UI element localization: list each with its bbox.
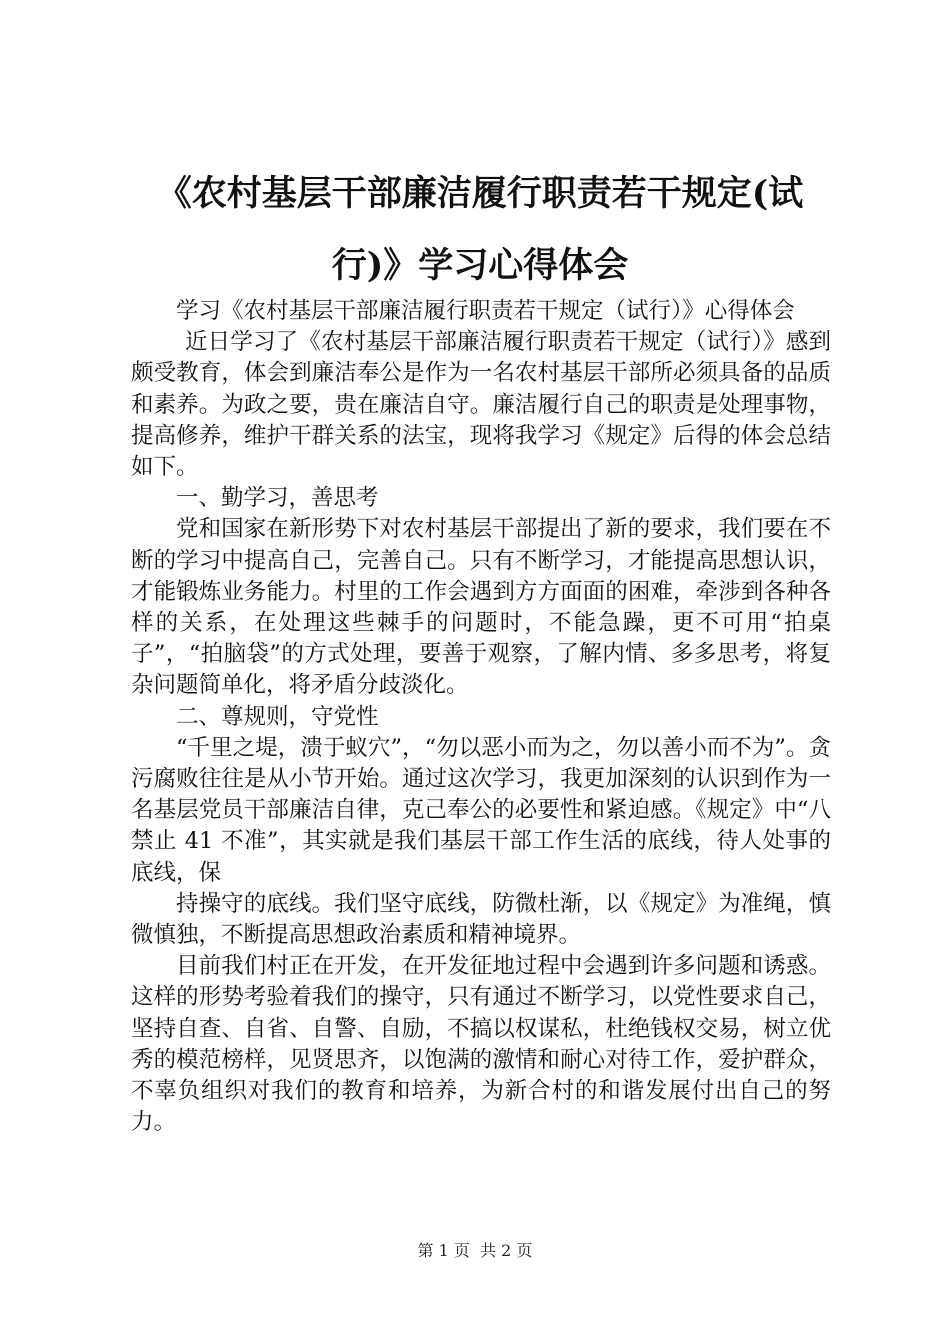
document-title (130, 158, 830, 302)
paragraph-subtitle: 学习《农村基层干部廉洁履行职责若干规定（试行）》心得体会 (176, 298, 795, 324)
paragraph-section-2a: “千里之堤，溃于蚁穴”，“勿以恶小而为之，勿以善小而不为”。贪污腐败往往是从小节开始。通过这次学习，我更加深刻的认识到作为一名基层党员干部廉洁自律，克己奉公的必要性和紧迫感。《规定》中“八禁止 41 不准”，其实就是我们基层干部工作生活的底线，待人处事的底线，保 (131, 734, 831, 886)
page-number: 第 1 页 (417, 1241, 470, 1260)
paragraph-closing: 目前我们村正在开发，在开发征地过程中会遇到许多问题和诱惑。这样的形势考验着我们的操守，只有通过不断学习，以党性要求自己，坚持自查、自省、自警、自励，不搞以权谋私，杜绝钱权交易，树立优秀的模范榜样，见贤思齐，以饱满的激情和耐心对待工作，爱护群众，不辜负组织对我们的教育和培养，为新合村的和谐发展付出自己的努力。 (131, 953, 831, 1136)
page-footer (0, 1241, 950, 1261)
document-body (131, 296, 831, 1138)
section-heading-1: 一、勤学习，善思考 (176, 485, 379, 512)
page-total: 共 2 页 (480, 1241, 533, 1260)
paragraph-intro: 近日学习了《农村基层干部廉洁履行职责若干规定（试行）》感到颇受教育，体会到廉洁奉公是作为一名农村基层干部所必须具备的品质和素养。为政之要，贵在廉洁自守。廉洁履行自己的职责是处理事物，提高修养，维护干群关系的法宝，现将我学习《规定》后得的体会总结如下。 (131, 329, 831, 481)
title-line-2: 行)》学习心得体会 (331, 245, 629, 286)
paragraph-section-1: 党和国家在新形势下对农村基层干部提出了新的要求，我们要在不断的学习中提高自己，完善自己。只有不断学习，才能提高思想认识，才能锻炼业务能力。村里的工作会遇到方方面面的困难，牵涉到各种各样的关系，在处理这些棘手的问题时，不能急躁，更不可用“拍桌子”，“拍脑袋”的方式处理，要善于观察，了解内情、多多思考，将复杂问题简单化，将矛盾分歧淡化。 (131, 516, 831, 699)
paragraph-section-2b: 持操守的底线。我们坚守底线，防微杜渐，以《规定》为准绳，慎微慎独，不断提高思想政治素质和精神境界。 (131, 890, 831, 949)
section-heading-2: 二、尊规则，守党性 (176, 703, 379, 730)
title-line-1: 《农村基层干部廉洁履行职责若干规定(试 (156, 173, 804, 214)
